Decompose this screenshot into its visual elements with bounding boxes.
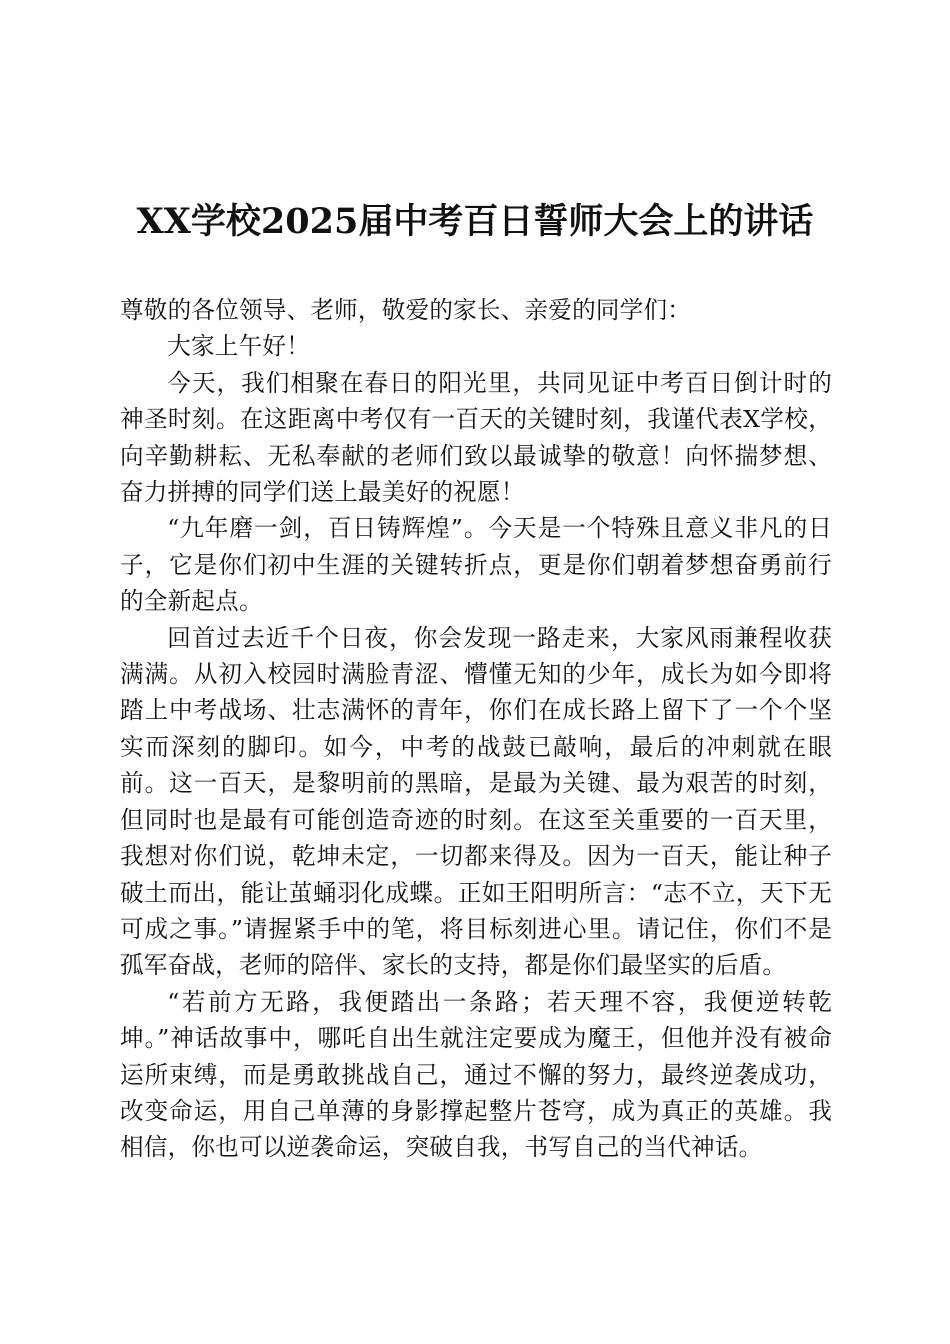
paragraph-nezha: “若前方无路，我便踏出一条路；若天理不容，我便逆转乾坤。”神话故事中，哪吒自出生就注定要成为魔王，但他并没有被命运所束缚，而是勇敢挑战自己，通过不懈的努力，最终逆袭成功，改变命运，用自己单薄的身影撑起整片苍穹，成为真正的英雄。我相信，你也可以逆袭命运，突破自我，书写自己的当代神话。 [120, 987, 832, 1162]
paragraph-greeting: 大家上午好！ [167, 332, 310, 361]
document-title: XX学校2025届中考百日誓师大会上的讲话 [136, 201, 814, 242]
paragraph-opening: 今天，我们相聚在春日的阳光里，共同见证中考百日倒计时的神圣时刻。在这距离中考仅有一百天的关键时刻，我谨代表X学校，向辛勤耕耘、无私奉献的老师们致以最诚挚的敬意！向怀揣梦想、奋力拼搏的同学们送上最美好的祝愿！ [120, 368, 832, 507]
paragraph-motto: “九年磨一剑，百日铸辉煌”。今天是一个特殊且意义非凡的日子，它是你们初中生涯的关键转折点，更是你们朝着梦想奋勇前行的全新起点。 [120, 514, 832, 616]
salutation: 尊敬的各位领导、老师，敬爱的家长、亲爱的同学们： [120, 296, 692, 324]
paragraph-reflection: 回首过去近千个日夜，你会发现一路走来，大家风雨兼程收获满满。从初入校园时满脸青涩、懵懂无知的少年，成长为如今即将踏上中考战场、壮志满怀的青年，你们在成长路上留下了一个个坚实而深刻的脚印。如今，中考的战鼓已敲响，最后的冲刺就在眼前。这一百天，是黎明前的黑暗，是最为关键、最为艰苦的时刻，但同时也是最有可能创造奇迹的时刻。在这至关重要的一百天里，我想对你们说，乾坤未定，一切都来得及。因为一百天，能让种子破土而出，能让茧蛹羽化成蝶。正如王阳明所言：“志不立，天下无可成之事。”请握紧手中的笔，将目标刻进心里。请记住，你们不是孤军奋战，老师的陪伴、家长的支持，都是你们最坚实的后盾。 [120, 623, 832, 980]
document-body [120, 292, 832, 1166]
